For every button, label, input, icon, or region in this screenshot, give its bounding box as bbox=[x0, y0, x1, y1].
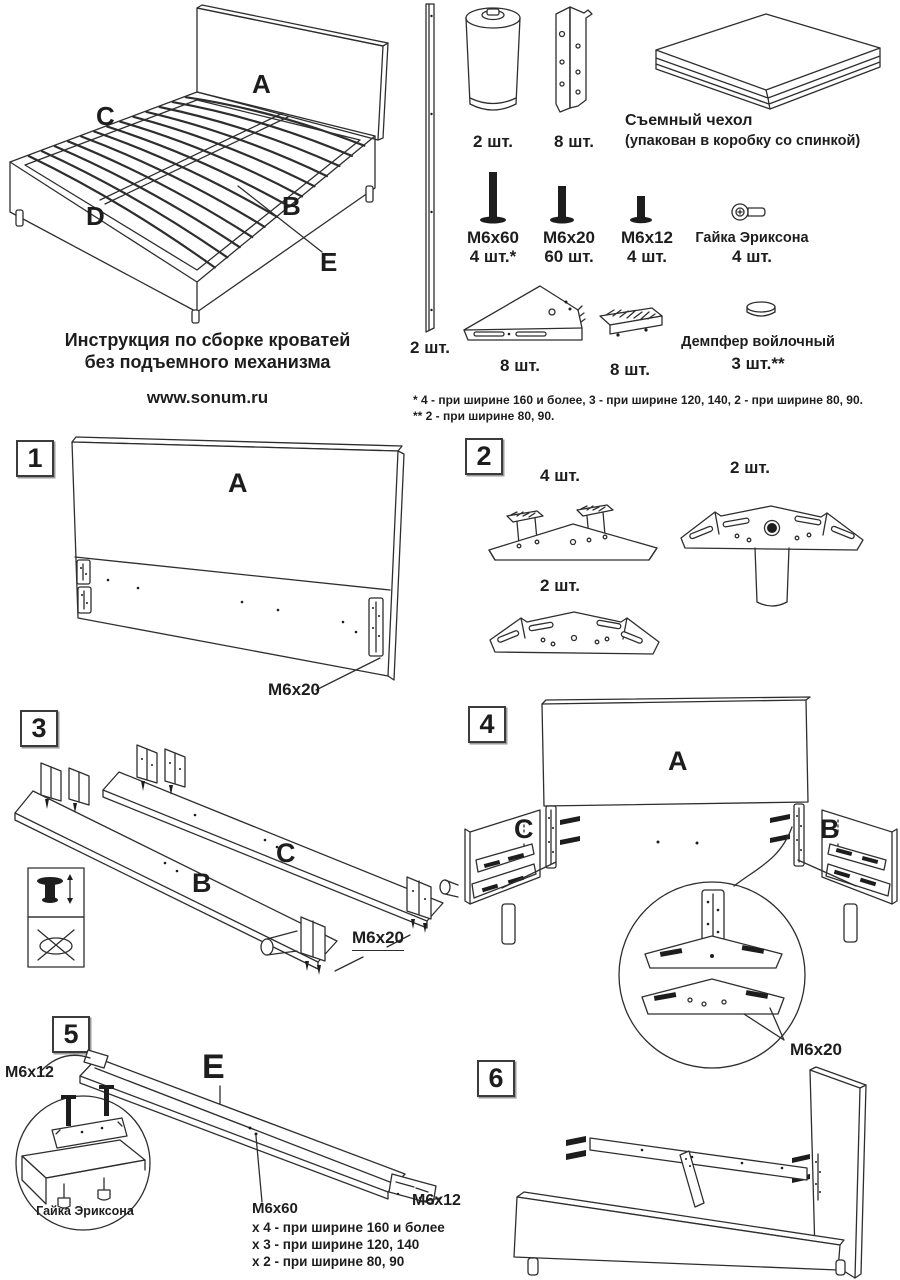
step4-label-a: A bbox=[668, 746, 688, 776]
overview-label-b: B bbox=[282, 191, 301, 221]
part-bolt-m6x20-name: M6x20 bbox=[543, 228, 595, 247]
part-slat-qty: 2 шт. bbox=[410, 338, 450, 357]
part-bolt-m6x20-illustration bbox=[548, 186, 576, 226]
step5-bolt-left-label: M6x12 bbox=[5, 1064, 54, 1081]
step-6-number: 6 bbox=[477, 1060, 515, 1097]
step1-label-a: A bbox=[228, 468, 248, 498]
part-bolt-m6x12-qty: 4 шт. bbox=[627, 247, 667, 266]
step2-qty-leg-plate: 2 шт. bbox=[730, 458, 770, 477]
overview-label-c: C bbox=[96, 101, 115, 131]
website-url: www.sonum.ru bbox=[146, 388, 269, 407]
step1-illustration bbox=[48, 430, 448, 702]
step2-plate-leg-illustration bbox=[675, 490, 870, 615]
overview-label-a: A bbox=[252, 69, 271, 99]
step3-label-c: C bbox=[276, 838, 296, 868]
part-felt-damper-illustration bbox=[744, 300, 778, 320]
part-corner-bracket-illustration bbox=[548, 4, 604, 116]
step5-bolt-right-label: M6x12 bbox=[412, 1192, 461, 1209]
part-cover-illustration bbox=[648, 8, 888, 112]
part-cover-title: Съемный чехол bbox=[625, 112, 753, 129]
part-felt-damper-qty: 3 шт.** bbox=[731, 354, 785, 373]
step5-nut-label: Гайка Эриксона bbox=[36, 1204, 134, 1218]
step-3-number: 3 bbox=[20, 710, 58, 747]
page-title-line2: без подъемного механизма bbox=[84, 352, 331, 372]
step6-illustration bbox=[492, 1062, 900, 1280]
part-leg-qty: 2 шт. bbox=[473, 132, 513, 151]
step5-note-bolt: M6x60 bbox=[252, 1200, 298, 1217]
part-erikson-nut-name: Гайка Эриксона bbox=[695, 230, 809, 246]
part-erikson-nut-illustration bbox=[730, 202, 770, 222]
part-cover-note: (упакован в коробку со спинкой) bbox=[625, 133, 861, 149]
step-2-number: 2 bbox=[465, 438, 503, 475]
part-leg-illustration bbox=[462, 4, 524, 122]
overview-label-e: E bbox=[320, 247, 338, 277]
step4-label-b: B bbox=[820, 814, 840, 844]
bed-overview-illustration bbox=[0, 0, 420, 325]
parts-footnote-1: * 4 - при ширине 160 и более, 3 - при ширине 120, 140, 2 - при ширине 80, 90. bbox=[413, 393, 863, 407]
step3-bolt-label: M6x20 bbox=[352, 928, 404, 951]
step2-plate-plain-illustration bbox=[485, 598, 665, 673]
part-bolt-m6x12-name: M6x12 bbox=[621, 228, 673, 247]
part-damper-pad-illustration bbox=[596, 306, 666, 340]
part-slat-illustration bbox=[422, 2, 440, 334]
part-bolt-m6x12-illustration bbox=[628, 196, 654, 226]
part-corner-bracket-qty: 8 шт. bbox=[554, 132, 594, 151]
step2-qty-plain-plate: 2 шт. bbox=[540, 576, 580, 595]
height-adjust-icon bbox=[37, 874, 73, 904]
step5-label-e: E bbox=[202, 1048, 225, 1086]
part-angle-bracket-illustration bbox=[460, 282, 595, 352]
step1-bolt-label: M6x20 bbox=[268, 680, 320, 699]
step2-plate-dampers-illustration bbox=[485, 488, 665, 578]
step5-note-line1: x 4 - при ширине 160 и более bbox=[252, 1220, 445, 1235]
step3-label-b: B bbox=[192, 868, 212, 898]
step3-warning-box bbox=[26, 866, 88, 970]
page-title-line1: Инструкция по сборке кроватей bbox=[64, 330, 351, 350]
step4-bolt-label: M6x20 bbox=[790, 1040, 842, 1059]
step2-qty-damper: 4 шт. bbox=[540, 466, 580, 485]
part-felt-damper-name: Демпфер войлочный bbox=[681, 334, 835, 350]
part-angle-bracket-qty: 8 шт. bbox=[500, 356, 540, 375]
parts-footnote-2: ** 2 - при ширине 80, 90. bbox=[413, 409, 555, 423]
step-5-number: 5 bbox=[52, 1016, 90, 1053]
step4-label-c: C bbox=[514, 814, 534, 844]
no-symbol-icon bbox=[38, 930, 74, 960]
step5-note-line2: x 3 - при ширине 120, 140 bbox=[252, 1237, 420, 1252]
part-erikson-nut-qty: 4 шт. bbox=[732, 247, 772, 266]
overview-label-d: D bbox=[86, 201, 105, 231]
step-1-number: 1 bbox=[16, 440, 54, 477]
part-damper-pad-qty: 8 шт. bbox=[610, 360, 650, 379]
part-bolt-m6x20-qty: 60 шт. bbox=[544, 247, 594, 266]
step5-note-line3: x 2 - при ширине 80, 90 bbox=[252, 1254, 405, 1269]
step-4-number: 4 bbox=[468, 706, 506, 743]
part-bolt-m6x60-illustration bbox=[478, 172, 508, 226]
part-bolt-m6x60-name: M6x60 bbox=[467, 228, 519, 247]
part-bolt-m6x60-qty: 4 шт.* bbox=[469, 247, 517, 266]
